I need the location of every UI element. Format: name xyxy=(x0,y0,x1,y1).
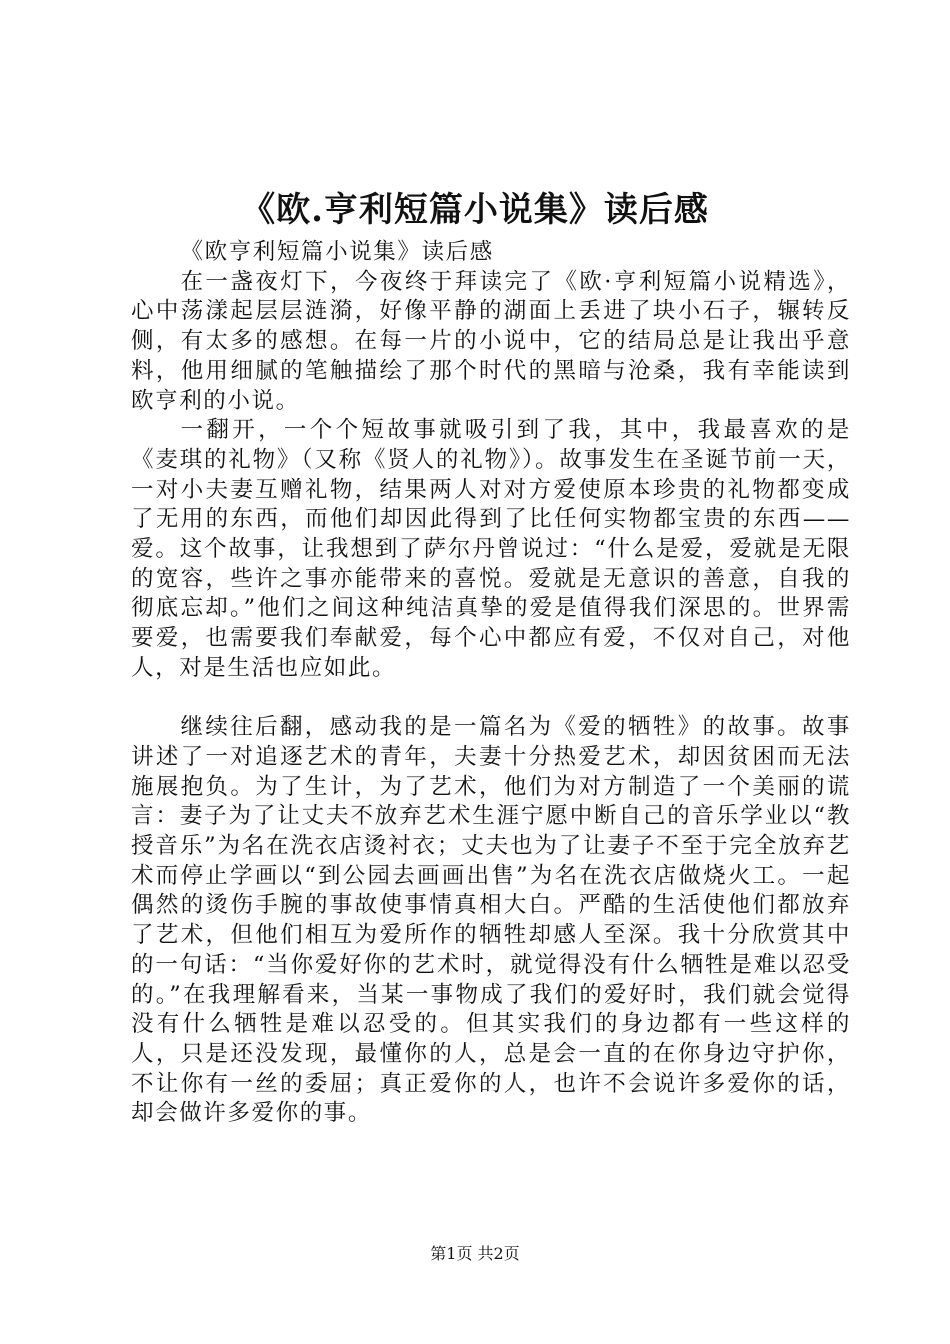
paragraph-sacrifice: 继续往后翻，感动我的是一篇名为《爱的牺牲》的故事。故事讲述了一对追逐艺术的青年，夫妻十分热爱艺术，却因贫困而无法施展抱负。为了生计，为了艺术，他们为对方制造了一个美丽的谎言：妻子为了让丈夫不放弃艺术生涯宁愿中断自己的音乐学业以“教授音乐”为名在洗衣店烫衬衣；丈夫也为了让妻子不至于完全放弃艺术而停止学画以“到公园去画画出售”为名在洗衣店做烧火工。一起偶然的烫伤手腕的事故使事情真相大白。严酷的生活使他们都放弃了艺术，但他们相互为爱所作的牺牲却感人至深。我十分欣赏其中的一句话：“当你爱好你的艺术时，就觉得没有什么牺牲是难以忍受的。”在我理解看来，当某一事物成了我们的爱好时，我们就会觉得没有什么牺牲是难以忍受的。但其实我们的身边都有一些这样的人，只是还没发现，最懂你的人，总是会一直的在你身边守护你，不让你有一丝的委屈；真正爱你的人，也许不会说许多爱你的话，却会做许多爱你的事。 xyxy=(131,714,851,1127)
paragraph-intro: 在一盏夜灯下，今夜终于拜读完了《欧·亨利短篇小说精选》，心中荡漾起层层涟漪，好像平静的湖面上丢进了块小石子，辗转反侧，有太多的感想。在每一片的小说中，它的结局总是让我出乎意料，他用细腻的笔触描绘了那个时代的黑暗与沧桑，我有幸能读到欧亨利的小说。 xyxy=(131,268,851,414)
page-footer: 第1页 共2页 xyxy=(430,1244,520,1263)
document-body xyxy=(131,238,851,1129)
paragraph-subtitle: 《欧亨利短篇小说集》读后感 xyxy=(180,239,494,265)
document-title: 《欧.亨利短篇小说集》读后感 xyxy=(241,190,709,230)
paragraph-gift-of-magi: 一翻开，一个个短故事就吸引到了我，其中，我最喜欢的是《麦琪的礼物》（又称《贤人的礼物》）。故事发生在圣诞节前一天，一对小夫妻互赠礼物，结果两人对对方爱使原本珍贵的礼物都变成了无用的东西，而他们却因此得到了比任何实物都宝贵的东西——爱。这个故事，让我想到了萨尔丹曾说过：“什么是爱，爱就是无限的宽容，些许之事亦能带来的喜悦。爱就是无意识的善意，自我的彻底忘却。”他们之间这种纯洁真挚的爱是值得我们深思的。世界需要爱，也需要我们奉献爱，每个心中都应有爱，不仅对自己，对他人，对是生活也应如此。 xyxy=(131,417,851,681)
